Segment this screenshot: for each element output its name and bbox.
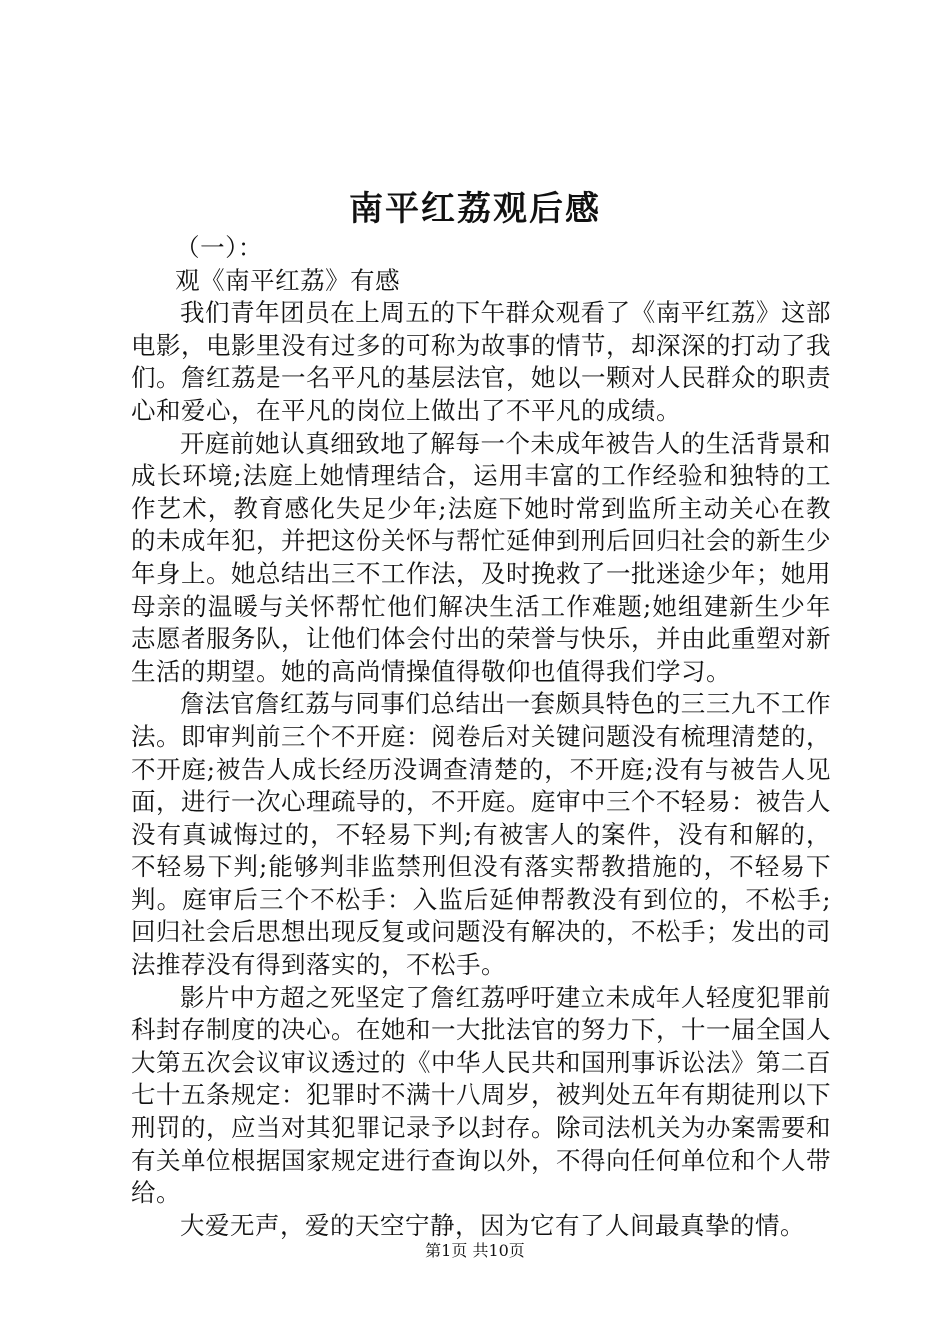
section-subtitle: 观《南平红荔》有感 <box>175 265 401 295</box>
section-marker: （一）： <box>175 233 263 262</box>
paragraph-method: 詹法官詹红荔与同事们总结出一套颇具特色的三三九不工作法。即审判前三个不开庭：阅卷后对关键问题没有梳理清楚的，不开庭;被告人成长经历没调查清楚的，不开庭;没有与被告人见面，进行一次心理疏导的，不开庭。庭审中三个不轻易：被告人没有真诚悔过的，不轻易下判;有被害人的案件，没有和解的，不轻易下判;能够判非监禁刑但没有落实帮教措施的，不轻易下判。庭审后三个不松手：入监后延伸帮教没有到位的，不松手;回归社会后思想出现反复或问题没有解决的，不松手；发出的司法推荐没有得到落实的，不松手。 <box>131 689 831 980</box>
document-body <box>131 232 831 1242</box>
paragraph-closing: 大爱无声，爱的天空宁静，因为它有了人间最真挚的情。 <box>180 1210 805 1240</box>
page-title: 南平红荔观后感 <box>349 189 601 229</box>
page-footer: 第1页 共10页 <box>425 1241 525 1260</box>
paragraph-work: 开庭前她认真细致地了解每一个未成年被告人的生活背景和成长环境;法庭上她情理结合，运用丰富的工作经验和独特的工作艺术，教育感化失足少年;法庭下她时常到监所主动关心在教的未成年犯，并把这份关怀与帮忙延伸到刑后回归社会的新生少年身上。她总结出三不工作法，及时挽救了一批迷途少年；她用母亲的温暖与关怀帮忙他们解决生活工作难题;她组建新生少年志愿者服务队，让他们体会付出的荣誉与快乐，并由此重塑对新生活的期望。她的高尚情操值得敬仰也值得我们学习。 <box>131 428 831 686</box>
paragraph-intro: 我们青年团员在上周五的下午群众观看了《南平红荔》这部电影，电影里没有过多的可称为故事的情节，却深深的打动了我们。詹红荔是一名平凡的基层法官，她以一颗对人民群众的职责心和爱心，在平凡的岗位上做出了不平凡的成绩。 <box>131 298 831 425</box>
paragraph-law: 影片中方超之死坚定了詹红荔呼吁建立未成年人轻度犯罪前科封存制度的决心。在她和一大批法官的努力下，十一届全国人大第五次会议审议透过的《中华人民共和国刑事诉讼法》第二百七十五条规定：犯罪时不满十八周岁，被判处五年有期徒刑以下刑罚的，应当对其犯罪记录予以封存。除司法机关为办案需要和有关单位根据国家规定进行查询以外，不得向任何单位和个人带给。 <box>131 982 831 1208</box>
